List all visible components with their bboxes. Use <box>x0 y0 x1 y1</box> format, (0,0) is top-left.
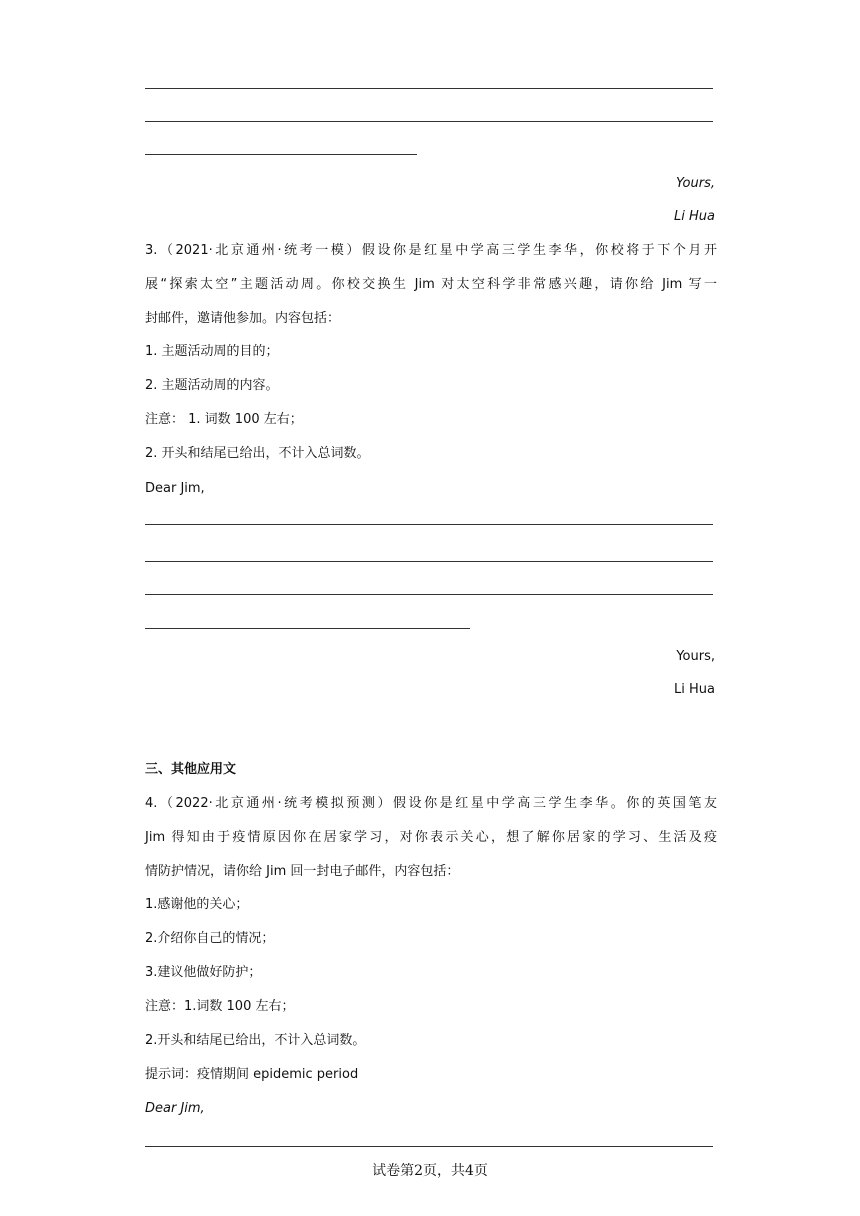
answer-line <box>145 594 713 595</box>
letter-signature: Li Hua <box>674 682 715 697</box>
question-4-intro-line: 4.（2022·北京通州·统考模拟预测）假设你是红星中学高三学生李华。你的英国笔友 <box>145 796 717 811</box>
answer-line <box>145 1146 713 1147</box>
question-4-item: 2.介绍你自己的情况； <box>145 931 275 946</box>
question-3-note: 注意： 1. 词数 100 左右； <box>145 412 303 427</box>
question-4-note: 注意：1.词数 100 左右； <box>145 999 295 1014</box>
question-4-item: 3.建议他做好防护； <box>145 965 262 980</box>
answer-line <box>145 561 713 562</box>
answer-line <box>145 88 713 89</box>
section-heading: 三、其他应用文 <box>145 762 237 777</box>
letter-closing: Yours, <box>676 649 715 664</box>
question-3-note: 2. 开头和结尾已给出，不计入总词数。 <box>145 446 370 461</box>
question-3-item: 2. 主题活动周的内容。 <box>145 378 279 393</box>
letter-greeting: Dear Jim, <box>145 481 205 496</box>
question-4-hint: 提示词：疫情期间 epidemic period <box>145 1067 359 1082</box>
letter-signature: Li Hua <box>674 209 715 224</box>
question-4-intro-line: Jim 得知由于疫情原因你在居家学习，对你表示关心，想了解你居家的学习、生活及疫 <box>145 830 717 845</box>
question-4-note: 2.开头和结尾已给出，不计入总词数。 <box>145 1033 366 1048</box>
letter-closing: Yours, <box>676 176 715 191</box>
letter-greeting: Dear Jim, <box>145 1101 205 1116</box>
question-3-intro-line: 展“探索太空”主题活动周。你校交换生 Jim 对太空科学非常感兴趣，请你给 Jim 写一 <box>145 277 717 292</box>
answer-line <box>145 524 713 525</box>
question-3-item: 1. 主题活动周的目的； <box>145 344 279 359</box>
answer-line <box>145 121 713 122</box>
question-4-intro-line: 情防护情况，请你给 Jim 回一封电子邮件，内容包括： <box>145 864 460 879</box>
question-4-intro <box>145 787 717 889</box>
question-3-intro-line: 3.（2021·北京通州·统考一模）假设你是红星中学高三学生李华，你校将于下个月开 <box>145 243 717 258</box>
question-3-intro <box>145 234 717 336</box>
question-4-item: 1.感谢他的关心； <box>145 897 249 912</box>
question-3-intro-line: 封邮件，邀请他参加。内容包括： <box>145 311 341 326</box>
page-footer: 试卷第2页，共4页 <box>372 1163 488 1179</box>
answer-line <box>145 628 470 629</box>
answer-line <box>145 154 417 155</box>
